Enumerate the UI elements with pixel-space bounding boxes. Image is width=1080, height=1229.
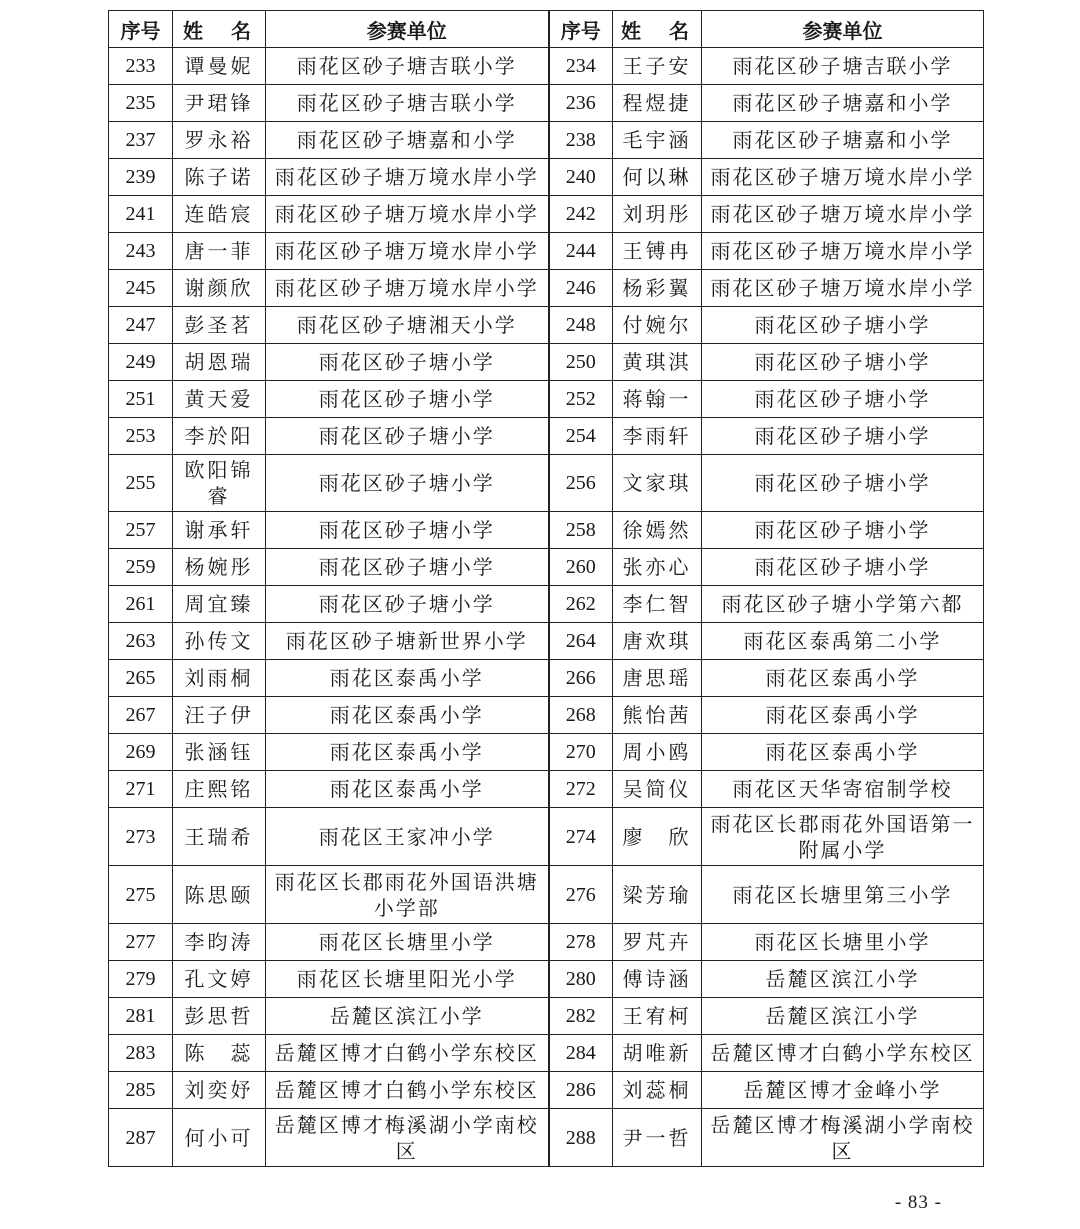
participant-unit: 雨花区砂子塘嘉和小学: [266, 122, 549, 159]
participant-name: 李仁智: [613, 586, 702, 623]
participant-name: 陈思颐: [173, 866, 266, 924]
participant-name: 唐一菲: [173, 233, 266, 270]
table-header-row: [109, 11, 984, 48]
participant-number: 245: [109, 270, 173, 307]
participant-number: 288: [549, 1109, 613, 1167]
participant-name: 刘玥彤: [613, 196, 702, 233]
participant-number: 235: [109, 85, 173, 122]
participant-unit: 雨花区泰禹小学: [702, 697, 984, 734]
participant-unit: 雨花区砂子塘小学: [702, 512, 984, 549]
participant-name: 刘雨桐: [173, 660, 266, 697]
table-row: [109, 196, 984, 233]
participant-number: 286: [549, 1072, 613, 1109]
table-row: [109, 122, 984, 159]
participant-name: 周小鸥: [613, 734, 702, 771]
participant-unit: 雨花区砂子塘小学: [266, 549, 549, 586]
participant-unit: 雨花区砂子塘小学: [266, 455, 549, 512]
table-row: [109, 660, 984, 697]
header-unit: 参赛单位: [266, 11, 549, 48]
participant-name: 谢颜欣: [173, 270, 266, 307]
participant-number: 281: [109, 998, 173, 1035]
participant-name: 刘蕊桐: [613, 1072, 702, 1109]
participant-unit: 雨花区王家冲小学: [266, 808, 549, 866]
participant-name: 庄熙铭: [173, 771, 266, 808]
participant-unit: 雨花区砂子塘嘉和小学: [702, 122, 984, 159]
participant-number: 244: [549, 233, 613, 270]
participant-number: 252: [549, 381, 613, 418]
participant-unit: 雨花区砂子塘万境水岸小学: [266, 233, 549, 270]
participant-number: 284: [549, 1035, 613, 1072]
participant-name: 何小可: [173, 1109, 266, 1167]
header-no: 序号: [109, 11, 173, 48]
participant-number: 253: [109, 418, 173, 455]
participant-number: 287: [109, 1109, 173, 1167]
participant-name: 梁芳瑜: [613, 866, 702, 924]
participant-name: 张亦心: [613, 549, 702, 586]
participant-number: 236: [549, 85, 613, 122]
participant-name: 熊怡茜: [613, 697, 702, 734]
participant-unit: 雨花区砂子塘吉联小学: [702, 48, 984, 85]
participant-unit: 雨花区砂子塘小学: [266, 418, 549, 455]
table-row: [109, 344, 984, 381]
page-number: - 83 -: [894, 1192, 942, 1213]
participant-number: 285: [109, 1072, 173, 1109]
participant-number: 265: [109, 660, 173, 697]
participant-number: 258: [549, 512, 613, 549]
participant-number: 233: [109, 48, 173, 85]
participant-unit: 岳麓区博才白鹤小学东校区: [702, 1035, 984, 1072]
participant-name: 程煜捷: [613, 85, 702, 122]
participant-name: 汪子伊: [173, 697, 266, 734]
participant-unit: 雨花区砂子塘嘉和小学: [702, 85, 984, 122]
participant-number: 270: [549, 734, 613, 771]
table-row: [109, 85, 984, 122]
participant-unit: 岳麓区博才梅溪湖小学南校区: [702, 1109, 984, 1167]
participant-unit: 雨花区砂子塘小学: [266, 344, 549, 381]
participant-number: 279: [109, 961, 173, 998]
participant-name: 王镈冉: [613, 233, 702, 270]
participant-unit: 雨花区砂子塘小学: [702, 418, 984, 455]
participant-unit: 岳麓区博才梅溪湖小学南校区: [266, 1109, 549, 1167]
header-name: 姓 名: [173, 11, 266, 48]
participant-unit: 雨花区砂子塘万境水岸小学: [702, 233, 984, 270]
table-row: [109, 549, 984, 586]
participant-name: 文家琪: [613, 455, 702, 512]
participant-unit: 雨花区砂子塘小学: [702, 549, 984, 586]
participant-unit: 雨花区砂子塘吉联小学: [266, 48, 549, 85]
participant-number: 263: [109, 623, 173, 660]
participant-name: 傅诗涵: [613, 961, 702, 998]
participant-number: 274: [549, 808, 613, 866]
participant-name: 彭圣茗: [173, 307, 266, 344]
participant-name: 连皓宸: [173, 196, 266, 233]
participant-unit: 雨花区砂子塘万境水岸小学: [266, 196, 549, 233]
participant-number: 240: [549, 159, 613, 196]
participant-name: 黄琪淇: [613, 344, 702, 381]
table-row: [109, 270, 984, 307]
participant-name: 罗永裕: [173, 122, 266, 159]
participant-number: 262: [549, 586, 613, 623]
table-row: [109, 586, 984, 623]
participant-number: 241: [109, 196, 173, 233]
participant-number: 248: [549, 307, 613, 344]
participant-number: 273: [109, 808, 173, 866]
table-row: [109, 866, 984, 924]
participant-number: 238: [549, 122, 613, 159]
participant-unit: 雨花区砂子塘小学: [702, 381, 984, 418]
participant-unit: 雨花区砂子塘小学: [266, 381, 549, 418]
participant-unit: 雨花区泰禹小学: [266, 771, 549, 808]
participant-number: 246: [549, 270, 613, 307]
participant-name: 陈子诺: [173, 159, 266, 196]
participant-name: 毛宇涵: [613, 122, 702, 159]
table-row: [109, 697, 984, 734]
participant-name: 陈 蕊: [173, 1035, 266, 1072]
participant-number: 251: [109, 381, 173, 418]
table-row: [109, 307, 984, 344]
participant-name: 张涵钰: [173, 734, 266, 771]
participant-name: 李於阳: [173, 418, 266, 455]
participant-number: 234: [549, 48, 613, 85]
participant-unit: 雨花区砂子塘万境水岸小学: [702, 159, 984, 196]
participant-name: 唐思瑶: [613, 660, 702, 697]
participant-number: 260: [549, 549, 613, 586]
participant-unit: 雨花区泰禹小学: [266, 660, 549, 697]
participant-number: 269: [109, 734, 173, 771]
participant-name: 吴简仪: [613, 771, 702, 808]
participant-unit: 雨花区长塘里第三小学: [702, 866, 984, 924]
participant-unit: 雨花区砂子塘新世界小学: [266, 623, 549, 660]
participant-number: 268: [549, 697, 613, 734]
participant-number: 276: [549, 866, 613, 924]
participant-number: 257: [109, 512, 173, 549]
table-row: [109, 233, 984, 270]
header-no: 序号: [549, 11, 613, 48]
table-row: [109, 1109, 984, 1167]
participant-number: 282: [549, 998, 613, 1035]
participant-name: 徐嫣然: [613, 512, 702, 549]
participant-unit: 雨花区天华寄宿制学校: [702, 771, 984, 808]
table-row: [109, 808, 984, 866]
table-row: [109, 1072, 984, 1109]
participant-number: 256: [549, 455, 613, 512]
participant-unit: 雨花区砂子塘小学: [266, 512, 549, 549]
participant-unit: 岳麓区滨江小学: [702, 961, 984, 998]
participant-unit: 雨花区砂子塘小学: [702, 344, 984, 381]
participant-unit: 雨花区砂子塘万境水岸小学: [266, 270, 549, 307]
participant-name: 廖 欣: [613, 808, 702, 866]
participant-name: 孔文婷: [173, 961, 266, 998]
participant-name: 何以琳: [613, 159, 702, 196]
table-row: [109, 734, 984, 771]
participant-unit: 雨花区长郡雨花外国语第一附属小学: [702, 808, 984, 866]
participant-number: 259: [109, 549, 173, 586]
table-row: [109, 924, 984, 961]
participant-number: 266: [549, 660, 613, 697]
participant-number: 254: [549, 418, 613, 455]
participant-number: 267: [109, 697, 173, 734]
participant-unit: 雨花区泰禹小学: [702, 660, 984, 697]
participant-name: 李昀涛: [173, 924, 266, 961]
participant-number: 255: [109, 455, 173, 512]
participant-unit: 岳麓区滨江小学: [702, 998, 984, 1035]
participant-number: 243: [109, 233, 173, 270]
header-unit: 参赛单位: [702, 11, 984, 48]
participant-unit: 雨花区长塘里小学: [702, 924, 984, 961]
participant-unit: 雨花区砂子塘小学: [702, 307, 984, 344]
participant-number: 275: [109, 866, 173, 924]
participant-number: 278: [549, 924, 613, 961]
table-row: [109, 48, 984, 85]
participant-name: 王瑞希: [173, 808, 266, 866]
table-row: [109, 998, 984, 1035]
participant-unit: 雨花区砂子塘万境水岸小学: [266, 159, 549, 196]
participant-number: 249: [109, 344, 173, 381]
participant-name: 谭曼妮: [173, 48, 266, 85]
participant-number: 237: [109, 122, 173, 159]
participant-name: 杨婉彤: [173, 549, 266, 586]
participant-name: 罗芃卉: [613, 924, 702, 961]
participant-name: 欧阳锦睿: [173, 455, 266, 512]
participant-number: 277: [109, 924, 173, 961]
participant-name: 杨彩翼: [613, 270, 702, 307]
participant-number: 247: [109, 307, 173, 344]
participant-name: 尹一哲: [613, 1109, 702, 1167]
table-row: [109, 771, 984, 808]
participant-unit: 岳麓区博才白鹤小学东校区: [266, 1072, 549, 1109]
participant-unit: 雨花区砂子塘小学: [266, 586, 549, 623]
participant-unit: 岳麓区博才白鹤小学东校区: [266, 1035, 549, 1072]
participant-number: 280: [549, 961, 613, 998]
participant-name: 李雨轩: [613, 418, 702, 455]
participant-unit: 雨花区长塘里小学: [266, 924, 549, 961]
participant-unit: 雨花区长郡雨花外国语洪塘小学部: [266, 866, 549, 924]
participant-name: 胡唯新: [613, 1035, 702, 1072]
participant-number: 261: [109, 586, 173, 623]
participant-unit: 雨花区泰禹小学: [702, 734, 984, 771]
participant-name: 彭思哲: [173, 998, 266, 1035]
participant-name: 胡恩瑞: [173, 344, 266, 381]
table-row: [109, 512, 984, 549]
participant-number: 271: [109, 771, 173, 808]
participant-unit: 雨花区砂子塘小学: [702, 455, 984, 512]
participant-unit: 雨花区泰禹小学: [266, 697, 549, 734]
participant-name: 刘奕妤: [173, 1072, 266, 1109]
participant-name: 唐欢琪: [613, 623, 702, 660]
participant-number: 239: [109, 159, 173, 196]
participant-unit: 雨花区泰禹第二小学: [702, 623, 984, 660]
participant-unit: 雨花区砂子塘万境水岸小学: [702, 196, 984, 233]
participant-number: 283: [109, 1035, 173, 1072]
table-row: [109, 623, 984, 660]
participant-number: 242: [549, 196, 613, 233]
participant-name: 孙传文: [173, 623, 266, 660]
participant-number: 264: [549, 623, 613, 660]
participant-name: 尹珺锋: [173, 85, 266, 122]
participant-unit: 雨花区砂子塘吉联小学: [266, 85, 549, 122]
participant-unit: 雨花区砂子塘小学第六都: [702, 586, 984, 623]
participant-number: 250: [549, 344, 613, 381]
participant-unit: 岳麓区博才金峰小学: [702, 1072, 984, 1109]
participant-name: 周宜臻: [173, 586, 266, 623]
participant-unit: 雨花区泰禹小学: [266, 734, 549, 771]
participant-unit: 雨花区砂子塘湘天小学: [266, 307, 549, 344]
participant-name: 黄天爱: [173, 381, 266, 418]
participant-name: 谢承轩: [173, 512, 266, 549]
participant-table: [108, 10, 984, 1167]
table-row: [109, 455, 984, 512]
participant-unit: 雨花区长塘里阳光小学: [266, 961, 549, 998]
table-row: [109, 381, 984, 418]
table-row: [109, 961, 984, 998]
participant-number: 272: [549, 771, 613, 808]
participant-unit: 雨花区砂子塘万境水岸小学: [702, 270, 984, 307]
participant-name: 王宥柯: [613, 998, 702, 1035]
participant-name: 蒋翰一: [613, 381, 702, 418]
table-row: [109, 159, 984, 196]
table-row: [109, 1035, 984, 1072]
header-name: 姓 名: [613, 11, 702, 48]
participant-name: 付婉尔: [613, 307, 702, 344]
participant-name: 王子安: [613, 48, 702, 85]
table-row: [109, 418, 984, 455]
participant-unit: 岳麓区滨江小学: [266, 998, 549, 1035]
